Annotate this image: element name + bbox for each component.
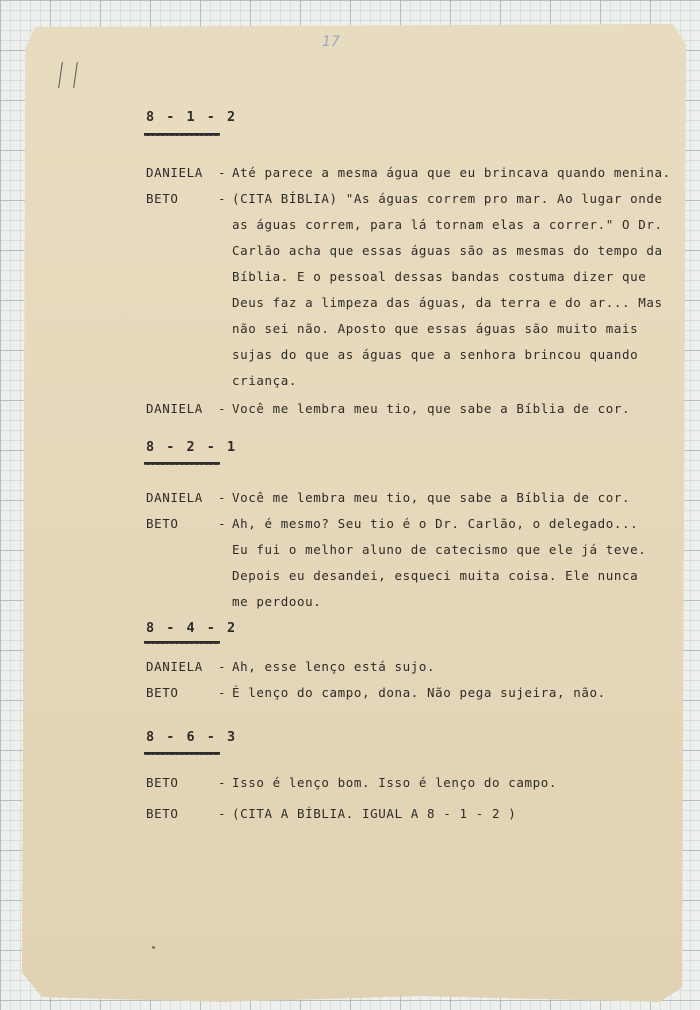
speaker-label: BETO bbox=[146, 775, 179, 790]
speaker-label: DANIELA bbox=[146, 401, 203, 416]
dialogue-dash: - bbox=[218, 806, 227, 821]
dialogue-dash: - bbox=[218, 191, 227, 206]
speaker-label: BETO bbox=[146, 685, 179, 700]
dialogue-dash: - bbox=[218, 165, 227, 180]
speaker-label: DANIELA bbox=[146, 490, 203, 505]
section-underline bbox=[144, 462, 220, 465]
dialogue-line: criança. bbox=[232, 373, 298, 388]
dialogue-line: Ah, esse lenço está sujo. bbox=[232, 659, 436, 674]
section-heading: 8 - 6 - 3 bbox=[146, 729, 238, 745]
page-number: 17 bbox=[322, 34, 340, 50]
dialogue-line: Bíblia. E o pessoal dessas bandas costuma dizer que bbox=[232, 269, 647, 284]
section-heading: 8 - 4 - 2 bbox=[146, 620, 238, 636]
speaker-label: BETO bbox=[146, 806, 179, 821]
dialogue-line: Até parece a mesma água que eu brincava quando menina. bbox=[232, 165, 671, 180]
speaker-label: DANIELA bbox=[146, 165, 203, 180]
speaker-label: BETO bbox=[146, 191, 179, 206]
dialogue-line: Você me lembra meu tio, que sabe a Bíblia de cor. bbox=[232, 490, 631, 505]
dialogue-dash: - bbox=[218, 659, 227, 674]
section-heading: 8 - 1 - 2 bbox=[146, 109, 238, 125]
dialogue-line: me perdoou. bbox=[232, 594, 322, 609]
section-heading: 8 - 2 - 1 bbox=[146, 439, 238, 455]
dialogue-line: (CITA BÍBLIA) "As águas correm pro mar. Ao lugar onde bbox=[232, 191, 663, 206]
dialogue-dash: - bbox=[218, 490, 227, 505]
dialogue-line: Isso é lenço bom. Isso é lenço do campo. bbox=[232, 775, 558, 790]
dialogue-dash: - bbox=[218, 401, 227, 416]
dialogue-line: Carlão acha que essas águas são as mesmas do tempo da bbox=[232, 243, 663, 258]
dialogue-line: sujas do que as águas que a senhora brincou quando bbox=[232, 347, 639, 362]
dialogue-line: É lenço do campo, dona. Não pega sujeira, não. bbox=[232, 685, 606, 700]
section-underline bbox=[144, 641, 220, 644]
section-underline bbox=[144, 133, 220, 136]
dialogue-line: Ah, é mesmo? Seu tio é o Dr. Carlão, o delegado... bbox=[232, 516, 639, 531]
dialogue-dash: - bbox=[218, 775, 227, 790]
dialogue-dash: - bbox=[218, 516, 227, 531]
dialogue-line: (CITA A BÍBLIA. IGUAL A 8 - 1 - 2 ) bbox=[232, 806, 517, 821]
dialogue-line: Você me lembra meu tio, que sabe a Bíblia de cor. bbox=[232, 401, 631, 416]
dialogue-dash: - bbox=[218, 685, 227, 700]
dialogue-line: Deus faz a limpeza das águas, da terra e do ar... Mas bbox=[232, 295, 663, 310]
section-underline bbox=[144, 752, 220, 755]
speaker-label: DANIELA bbox=[146, 659, 203, 674]
margin-dot-mark bbox=[152, 946, 155, 949]
dialogue-line: Depois eu desandei, esqueci muita coisa. Ele nunca bbox=[232, 568, 639, 583]
dialogue-line: Eu fui o melhor aluno de catecismo que ele já teve. bbox=[232, 542, 647, 557]
dialogue-line: as águas correm, para lá tornam elas a correr." O Dr. bbox=[232, 217, 663, 232]
dialogue-line: não sei não. Aposto que essas águas são muito mais bbox=[232, 321, 639, 336]
speaker-label: BETO bbox=[146, 516, 179, 531]
